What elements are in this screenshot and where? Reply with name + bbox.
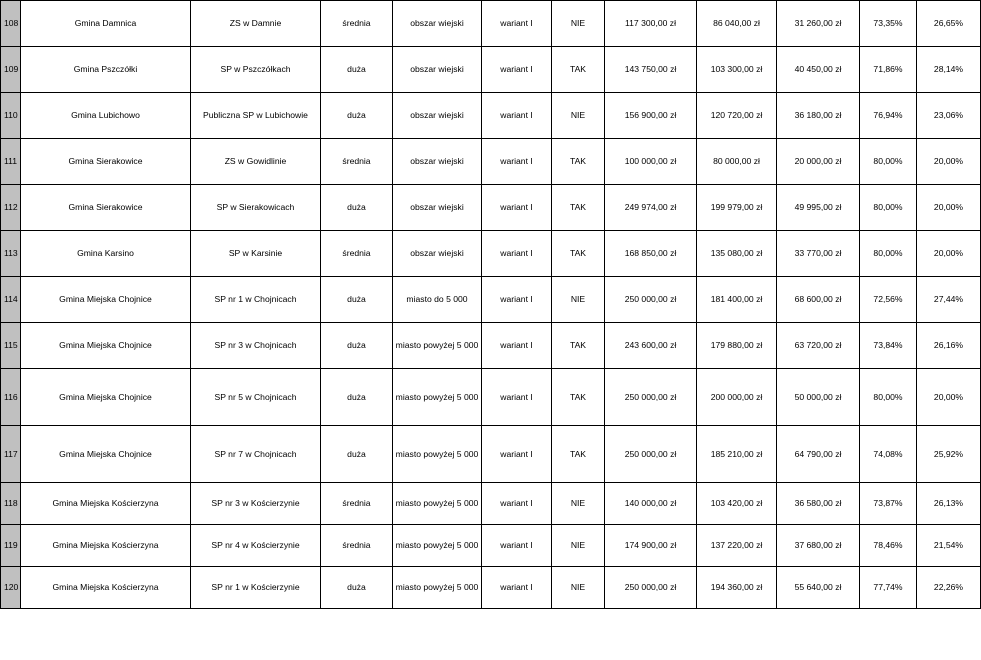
- cell-gmina: Gmina Pszczółki: [21, 47, 191, 93]
- cell-total-amount: 174 900,00 zł: [605, 525, 697, 567]
- cell-variant: wariant I: [482, 139, 552, 185]
- cell-size: duża: [321, 185, 393, 231]
- cell-school: SP nr 4 w Kościerzynie: [191, 525, 321, 567]
- cell-total-amount: 143 750,00 zł: [605, 47, 697, 93]
- cell-subsidy-amount: 179 880,00 zł: [697, 323, 777, 369]
- cell-own-percent: 20,00%: [917, 139, 981, 185]
- cell-own-contribution: 63 720,00 zł: [777, 323, 860, 369]
- cell-area-type: obszar wiejski: [393, 93, 482, 139]
- cell-total-amount: 250 000,00 zł: [605, 369, 697, 426]
- cell-row-number: 112: [1, 185, 21, 231]
- cell-gmina: Gmina Miejska Kościerzyna: [21, 483, 191, 525]
- cell-own-percent: 27,44%: [917, 277, 981, 323]
- cell-variant: wariant I: [482, 1, 552, 47]
- cell-area-type: miasto powyżej 5 000: [393, 323, 482, 369]
- cell-row-number: 108: [1, 1, 21, 47]
- cell-school: SP w Sierakowicach: [191, 185, 321, 231]
- cell-flag: TAK: [552, 369, 605, 426]
- cell-own-contribution: 36 180,00 zł: [777, 93, 860, 139]
- cell-flag: NIE: [552, 277, 605, 323]
- cell-gmina: Gmina Sierakowice: [21, 139, 191, 185]
- cell-gmina: Gmina Lubichowo: [21, 93, 191, 139]
- cell-area-type: miasto powyżej 5 000: [393, 426, 482, 483]
- cell-own-percent: 21,54%: [917, 525, 981, 567]
- cell-own-contribution: 33 770,00 zł: [777, 231, 860, 277]
- cell-subsidy-amount: 103 420,00 zł: [697, 483, 777, 525]
- cell-subsidy-amount: 120 720,00 zł: [697, 93, 777, 139]
- cell-subsidy-percent: 73,84%: [860, 323, 917, 369]
- cell-total-amount: 249 974,00 zł: [605, 185, 697, 231]
- cell-gmina: Gmina Sierakowice: [21, 185, 191, 231]
- cell-variant: wariant I: [482, 231, 552, 277]
- cell-own-contribution: 49 995,00 zł: [777, 185, 860, 231]
- cell-subsidy-percent: 78,46%: [860, 525, 917, 567]
- cell-subsidy-amount: 86 040,00 zł: [697, 1, 777, 47]
- cell-size: średnia: [321, 231, 393, 277]
- cell-row-number: 110: [1, 93, 21, 139]
- table-row: [1, 47, 981, 93]
- cell-row-number: 109: [1, 47, 21, 93]
- cell-flag: TAK: [552, 231, 605, 277]
- cell-row-number: 111: [1, 139, 21, 185]
- cell-subsidy-percent: 80,00%: [860, 185, 917, 231]
- cell-size: średnia: [321, 483, 393, 525]
- cell-total-amount: 140 000,00 zł: [605, 483, 697, 525]
- cell-total-amount: 243 600,00 zł: [605, 323, 697, 369]
- cell-size: duża: [321, 369, 393, 426]
- cell-total-amount: 250 000,00 zł: [605, 426, 697, 483]
- cell-size: duża: [321, 323, 393, 369]
- cell-gmina: Gmina Miejska Kościerzyna: [21, 567, 191, 609]
- cell-own-percent: 23,06%: [917, 93, 981, 139]
- cell-school: SP nr 3 w Kościerzynie: [191, 483, 321, 525]
- cell-flag: NIE: [552, 93, 605, 139]
- cell-own-contribution: 50 000,00 zł: [777, 369, 860, 426]
- table-row: [1, 277, 981, 323]
- cell-flag: TAK: [552, 47, 605, 93]
- cell-gmina: Gmina Miejska Kościerzyna: [21, 525, 191, 567]
- cell-variant: wariant I: [482, 567, 552, 609]
- cell-own-percent: 20,00%: [917, 231, 981, 277]
- cell-flag: TAK: [552, 323, 605, 369]
- cell-school: ZS w Gowidlinie: [191, 139, 321, 185]
- cell-subsidy-amount: 135 080,00 zł: [697, 231, 777, 277]
- cell-own-contribution: 68 600,00 zł: [777, 277, 860, 323]
- cell-flag: NIE: [552, 525, 605, 567]
- table-row: [1, 426, 981, 483]
- cell-subsidy-amount: 194 360,00 zł: [697, 567, 777, 609]
- cell-area-type: obszar wiejski: [393, 139, 482, 185]
- cell-size: średnia: [321, 1, 393, 47]
- cell-row-number: 119: [1, 525, 21, 567]
- table-row: [1, 323, 981, 369]
- cell-subsidy-percent: 74,08%: [860, 426, 917, 483]
- cell-total-amount: 156 900,00 zł: [605, 93, 697, 139]
- cell-school: SP nr 3 w Chojnicach: [191, 323, 321, 369]
- cell-school: SP nr 1 w Chojnicach: [191, 277, 321, 323]
- cell-total-amount: 117 300,00 zł: [605, 1, 697, 47]
- table-row: [1, 185, 981, 231]
- cell-gmina: Gmina Miejska Chojnice: [21, 277, 191, 323]
- cell-school: Publiczna SP w Lubichowie: [191, 93, 321, 139]
- table-row: [1, 1, 981, 47]
- cell-own-percent: 25,92%: [917, 426, 981, 483]
- cell-row-number: 118: [1, 483, 21, 525]
- cell-subsidy-amount: 137 220,00 zł: [697, 525, 777, 567]
- cell-variant: wariant I: [482, 323, 552, 369]
- cell-subsidy-amount: 181 400,00 zł: [697, 277, 777, 323]
- cell-school: SP w Karsinie: [191, 231, 321, 277]
- cell-size: duża: [321, 277, 393, 323]
- cell-school: SP nr 7 w Chojnicach: [191, 426, 321, 483]
- table-row: [1, 139, 981, 185]
- cell-area-type: miasto do 5 000: [393, 277, 482, 323]
- cell-area-type: miasto powyżej 5 000: [393, 369, 482, 426]
- cell-flag: NIE: [552, 1, 605, 47]
- cell-row-number: 113: [1, 231, 21, 277]
- cell-row-number: 120: [1, 567, 21, 609]
- cell-own-contribution: 55 640,00 zł: [777, 567, 860, 609]
- cell-variant: wariant I: [482, 525, 552, 567]
- cell-size: średnia: [321, 139, 393, 185]
- cell-area-type: obszar wiejski: [393, 231, 482, 277]
- cell-own-contribution: 31 260,00 zł: [777, 1, 860, 47]
- cell-subsidy-percent: 77,74%: [860, 567, 917, 609]
- table-row: [1, 369, 981, 426]
- cell-subsidy-amount: 199 979,00 zł: [697, 185, 777, 231]
- cell-gmina: Gmina Karsino: [21, 231, 191, 277]
- cell-total-amount: 250 000,00 zł: [605, 567, 697, 609]
- cell-total-amount: 168 850,00 zł: [605, 231, 697, 277]
- cell-row-number: 115: [1, 323, 21, 369]
- table-body: [1, 1, 981, 609]
- cell-size: średnia: [321, 525, 393, 567]
- cell-gmina: Gmina Miejska Chojnice: [21, 323, 191, 369]
- cell-subsidy-percent: 73,87%: [860, 483, 917, 525]
- cell-flag: TAK: [552, 185, 605, 231]
- cell-variant: wariant I: [482, 426, 552, 483]
- cell-own-percent: 26,16%: [917, 323, 981, 369]
- cell-gmina: Gmina Miejska Chojnice: [21, 426, 191, 483]
- cell-subsidy-percent: 80,00%: [860, 231, 917, 277]
- cell-gmina: Gmina Miejska Chojnice: [21, 369, 191, 426]
- cell-area-type: obszar wiejski: [393, 1, 482, 47]
- cell-area-type: miasto powyżej 5 000: [393, 525, 482, 567]
- cell-school: SP nr 1 w Kościerzynie: [191, 567, 321, 609]
- cell-row-number: 116: [1, 369, 21, 426]
- cell-size: duża: [321, 47, 393, 93]
- cell-area-type: miasto powyżej 5 000: [393, 567, 482, 609]
- cell-total-amount: 100 000,00 zł: [605, 139, 697, 185]
- cell-own-percent: 26,13%: [917, 483, 981, 525]
- table-row: [1, 93, 981, 139]
- cell-subsidy-amount: 200 000,00 zł: [697, 369, 777, 426]
- cell-school: SP w Pszczółkach: [191, 47, 321, 93]
- cell-flag: TAK: [552, 426, 605, 483]
- cell-variant: wariant I: [482, 93, 552, 139]
- cell-row-number: 114: [1, 277, 21, 323]
- table-row: [1, 483, 981, 525]
- cell-subsidy-amount: 80 000,00 zł: [697, 139, 777, 185]
- cell-total-amount: 250 000,00 zł: [605, 277, 697, 323]
- cell-school: ZS w Damnie: [191, 1, 321, 47]
- cell-area-type: obszar wiejski: [393, 47, 482, 93]
- cell-variant: wariant I: [482, 185, 552, 231]
- cell-variant: wariant I: [482, 47, 552, 93]
- cell-area-type: miasto powyżej 5 000: [393, 483, 482, 525]
- cell-size: duża: [321, 93, 393, 139]
- cell-variant: wariant I: [482, 369, 552, 426]
- cell-row-number: 117: [1, 426, 21, 483]
- cell-own-percent: 22,26%: [917, 567, 981, 609]
- cell-school: SP nr 5 w Chojnicach: [191, 369, 321, 426]
- cell-gmina: Gmina Damnica: [21, 1, 191, 47]
- cell-flag: NIE: [552, 483, 605, 525]
- cell-subsidy-amount: 185 210,00 zł: [697, 426, 777, 483]
- cell-own-contribution: 37 680,00 zł: [777, 525, 860, 567]
- cell-own-percent: 26,65%: [917, 1, 981, 47]
- cell-variant: wariant I: [482, 483, 552, 525]
- cell-subsidy-percent: 73,35%: [860, 1, 917, 47]
- cell-subsidy-amount: 103 300,00 zł: [697, 47, 777, 93]
- table-row: [1, 231, 981, 277]
- cell-own-contribution: 36 580,00 zł: [777, 483, 860, 525]
- cell-flag: NIE: [552, 567, 605, 609]
- cell-size: duża: [321, 426, 393, 483]
- cell-own-percent: 20,00%: [917, 185, 981, 231]
- cell-subsidy-percent: 80,00%: [860, 369, 917, 426]
- cell-variant: wariant I: [482, 277, 552, 323]
- cell-subsidy-percent: 72,56%: [860, 277, 917, 323]
- cell-area-type: obszar wiejski: [393, 185, 482, 231]
- cell-subsidy-percent: 80,00%: [860, 139, 917, 185]
- cell-own-percent: 28,14%: [917, 47, 981, 93]
- cell-own-contribution: 40 450,00 zł: [777, 47, 860, 93]
- cell-own-percent: 20,00%: [917, 369, 981, 426]
- table-row: [1, 567, 981, 609]
- cell-own-contribution: 20 000,00 zł: [777, 139, 860, 185]
- table-row: [1, 525, 981, 567]
- cell-flag: TAK: [552, 139, 605, 185]
- cell-size: duża: [321, 567, 393, 609]
- cell-own-contribution: 64 790,00 zł: [777, 426, 860, 483]
- cell-subsidy-percent: 76,94%: [860, 93, 917, 139]
- cell-subsidy-percent: 71,86%: [860, 47, 917, 93]
